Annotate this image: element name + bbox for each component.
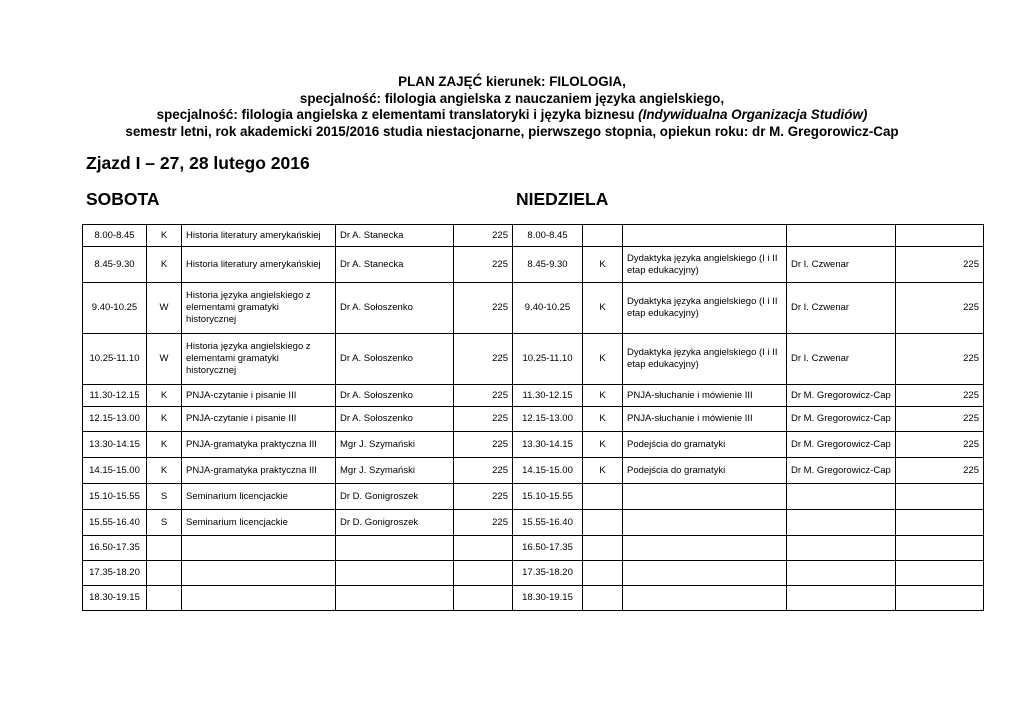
sun-room-cell [896, 510, 984, 536]
sat-time-cell: 17.35-18.20 [83, 561, 147, 586]
sat-teacher-cell: Mgr J. Szymański [336, 432, 454, 458]
sat-subject-cell: Historia literatury amerykańskiej [182, 225, 336, 247]
sat-subject-cell [182, 536, 336, 561]
sat-time-cell: 18.30-19.15 [83, 586, 147, 611]
sun-time-cell: 15.55-16.40 [513, 510, 583, 536]
sun-subject-cell: Podejścia do gramatyki [623, 432, 787, 458]
sat-subject-cell: Historia języka angielskiego z elementami gramatyki historycznej [182, 334, 336, 385]
header-line-4: semestr letni, rok akademicki 2015/2016 studia niestacjonarne, pierwszego stopnia, opiekun roku: dr M. Gregorowicz-Cap [125, 123, 899, 139]
sun-room-cell: 225 [896, 432, 984, 458]
sun-teacher-cell: Dr I. Czwenar [787, 283, 896, 334]
sat-type-cell: K [147, 247, 182, 283]
sat-subject-cell: Historia języka angielskiego z elementami gramatyki historycznej [182, 283, 336, 334]
header-line-2: specjalność: filologia angielska z nauczaniem języka angielskiego, [299, 90, 725, 106]
sun-room-cell: 225 [896, 247, 984, 283]
zjazd-title: Zjazd I – 27, 28 lutego 2016 [86, 153, 310, 173]
sun-time-cell: 11.30-12.15 [513, 385, 583, 407]
sun-room-cell [896, 484, 984, 510]
schedule-row [83, 432, 984, 458]
sun-subject-cell [623, 510, 787, 536]
sat-time-cell: 15.10-15.55 [83, 484, 147, 510]
sun-time-cell: 8.45-9.30 [513, 247, 583, 283]
day-heading-saturday: SOBOTA [86, 189, 160, 209]
schedule-row [83, 247, 984, 283]
sat-time-cell: 12.15-13.00 [83, 407, 147, 432]
day-heading-sunday: NIEDZIELA [516, 189, 609, 209]
sat-time-cell: 16.50-17.35 [83, 536, 147, 561]
sat-room-cell: 225 [454, 247, 513, 283]
sun-teacher-cell [787, 484, 896, 510]
header-line-3-italic: (Indywidualna Organizacja Studiów) [638, 107, 868, 123]
sat-type-cell [147, 536, 182, 561]
sun-type-cell: K [583, 334, 623, 385]
sat-teacher-cell [336, 536, 454, 561]
sat-teacher-cell: Dr A. Stanecka [336, 225, 454, 247]
sat-teacher-cell: Dr A. Sołoszenko [336, 407, 454, 432]
sat-time-cell: 15.55-16.40 [83, 510, 147, 536]
sat-time-cell: 8.45-9.30 [83, 247, 147, 283]
sun-time-cell: 18.30-19.15 [513, 586, 583, 611]
sat-room-cell: 225 [454, 407, 513, 432]
sat-type-cell [147, 561, 182, 586]
sat-time-cell: 9.40-10.25 [83, 283, 147, 334]
schedule-row [83, 536, 984, 561]
sat-time-cell: 14.15-15.00 [83, 458, 147, 484]
sat-subject-cell: Historia literatury amerykańskiej [182, 247, 336, 283]
sun-teacher-cell: Dr M. Gregorowicz-Cap [787, 458, 896, 484]
sun-subject-cell: Dydaktyka języka angielskiego (I i II etap edukacyjny) [623, 247, 787, 283]
schedule-row [83, 561, 984, 586]
sun-time-cell: 15.10-15.55 [513, 484, 583, 510]
sun-room-cell: 225 [896, 458, 984, 484]
sun-time-cell: 13.30-14.15 [513, 432, 583, 458]
sun-type-cell [583, 586, 623, 611]
sun-subject-cell [623, 536, 787, 561]
sun-time-cell: 16.50-17.35 [513, 536, 583, 561]
sun-room-cell [896, 536, 984, 561]
sun-teacher-cell: Dr M. Gregorowicz-Cap [787, 432, 896, 458]
sat-subject-cell: Seminarium licencjackie [182, 510, 336, 536]
sat-subject-cell [182, 586, 336, 611]
sat-type-cell: K [147, 432, 182, 458]
sun-time-cell: 10.25-11.10 [513, 334, 583, 385]
sat-time-cell: 10.25-11.10 [83, 334, 147, 385]
sun-teacher-cell [787, 561, 896, 586]
sun-teacher-cell: Dr M. Gregorowicz-Cap [787, 407, 896, 432]
sat-room-cell: 225 [454, 225, 513, 247]
sat-subject-cell: PNJA-czytanie i pisanie III [182, 407, 336, 432]
sat-room-cell: 225 [454, 484, 513, 510]
sat-room-cell: 225 [454, 283, 513, 334]
sat-subject-cell: Seminarium licencjackie [182, 484, 336, 510]
sat-teacher-cell: Dr A. Sołoszenko [336, 334, 454, 385]
sun-type-cell [583, 484, 623, 510]
sat-subject-cell [182, 561, 336, 586]
sat-subject-cell: PNJA-gramatyka praktyczna III [182, 458, 336, 484]
sun-subject-cell: Podejścia do gramatyki [623, 458, 787, 484]
schedule-row [83, 586, 984, 611]
sun-type-cell [583, 561, 623, 586]
schedule-row [83, 225, 984, 247]
sun-type-cell [583, 225, 623, 247]
sun-time-cell: 8.00-8.45 [513, 225, 583, 247]
sat-teacher-cell: Dr D. Gonigroszek [336, 484, 454, 510]
sat-teacher-cell: Dr A. Sołoszenko [336, 385, 454, 407]
header-line-1: PLAN ZAJĘĆ kierunek: FILOLOGIA, [398, 74, 626, 89]
sun-room-cell: 225 [896, 334, 984, 385]
sat-type-cell: K [147, 407, 182, 432]
sun-type-cell: K [583, 385, 623, 407]
sun-subject-cell: PNJA-słuchanie i mówienie III [623, 385, 787, 407]
sat-room-cell: 225 [454, 334, 513, 385]
schedule-row [83, 283, 984, 334]
schedule-body [83, 225, 984, 611]
header-line-3 [0, 107, 1024, 124]
sat-time-cell: 13.30-14.15 [83, 432, 147, 458]
sun-type-cell: K [583, 247, 623, 283]
sat-type-cell [147, 586, 182, 611]
sun-type-cell: K [583, 407, 623, 432]
sat-room-cell: 225 [454, 432, 513, 458]
schedule-row [83, 385, 984, 407]
document-header [0, 74, 1024, 140]
sun-teacher-cell: Dr I. Czwenar [787, 334, 896, 385]
sun-teacher-cell [787, 586, 896, 611]
sat-room-cell [454, 586, 513, 611]
sat-teacher-cell [336, 561, 454, 586]
sat-subject-cell: PNJA-gramatyka praktyczna III [182, 432, 336, 458]
sun-teacher-cell: Dr I. Czwenar [787, 247, 896, 283]
sat-type-cell: K [147, 458, 182, 484]
schedule-row [83, 458, 984, 484]
sat-type-cell: K [147, 225, 182, 247]
sun-teacher-cell [787, 225, 896, 247]
schedule-row [83, 334, 984, 385]
sat-time-cell: 11.30-12.15 [83, 385, 147, 407]
sun-subject-cell [623, 484, 787, 510]
sat-room-cell [454, 561, 513, 586]
sun-room-cell [896, 225, 984, 247]
sat-teacher-cell: Dr D. Gonigroszek [336, 510, 454, 536]
sat-room-cell [454, 536, 513, 561]
sun-type-cell [583, 510, 623, 536]
sun-teacher-cell [787, 536, 896, 561]
sun-subject-cell: PNJA-słuchanie i mówienie III [623, 407, 787, 432]
sun-type-cell [583, 536, 623, 561]
sun-time-cell: 17.35-18.20 [513, 561, 583, 586]
sat-type-cell: W [147, 334, 182, 385]
sat-type-cell: K [147, 385, 182, 407]
sat-teacher-cell: Mgr J. Szymański [336, 458, 454, 484]
sat-teacher-cell: Dr A. Stanecka [336, 247, 454, 283]
sat-type-cell: S [147, 510, 182, 536]
sat-type-cell: S [147, 484, 182, 510]
schedule-row [83, 510, 984, 536]
sat-time-cell: 8.00-8.45 [83, 225, 147, 247]
sat-teacher-cell [336, 586, 454, 611]
schedule-row [83, 484, 984, 510]
sun-subject-cell: Dydaktyka języka angielskiego (I i II etap edukacyjny) [623, 334, 787, 385]
sat-room-cell: 225 [454, 458, 513, 484]
sun-teacher-cell: Dr M. Gregorowicz-Cap [787, 385, 896, 407]
sun-subject-cell [623, 225, 787, 247]
sun-time-cell: 9.40-10.25 [513, 283, 583, 334]
schedule-row [83, 407, 984, 432]
sun-room-cell: 225 [896, 407, 984, 432]
sun-room-cell [896, 586, 984, 611]
sun-subject-cell: Dydaktyka języka angielskiego (I i II etap edukacyjny) [623, 283, 787, 334]
schedule-table [82, 224, 984, 611]
header-line-3-main: specjalność: filologia angielska z elementami translatoryki i języka biznesu [156, 107, 639, 123]
sun-room-cell: 225 [896, 283, 984, 334]
sun-type-cell: K [583, 283, 623, 334]
sun-type-cell: K [583, 432, 623, 458]
sun-subject-cell [623, 586, 787, 611]
sun-time-cell: 12.15-13.00 [513, 407, 583, 432]
sun-type-cell: K [583, 458, 623, 484]
sat-room-cell: 225 [454, 385, 513, 407]
sun-room-cell [896, 561, 984, 586]
sat-type-cell: W [147, 283, 182, 334]
sat-room-cell: 225 [454, 510, 513, 536]
sat-subject-cell: PNJA-czytanie i pisanie III [182, 385, 336, 407]
sun-subject-cell [623, 561, 787, 586]
sun-teacher-cell [787, 510, 896, 536]
sat-teacher-cell: Dr A. Sołoszenko [336, 283, 454, 334]
sun-time-cell: 14.15-15.00 [513, 458, 583, 484]
sun-room-cell: 225 [896, 385, 984, 407]
